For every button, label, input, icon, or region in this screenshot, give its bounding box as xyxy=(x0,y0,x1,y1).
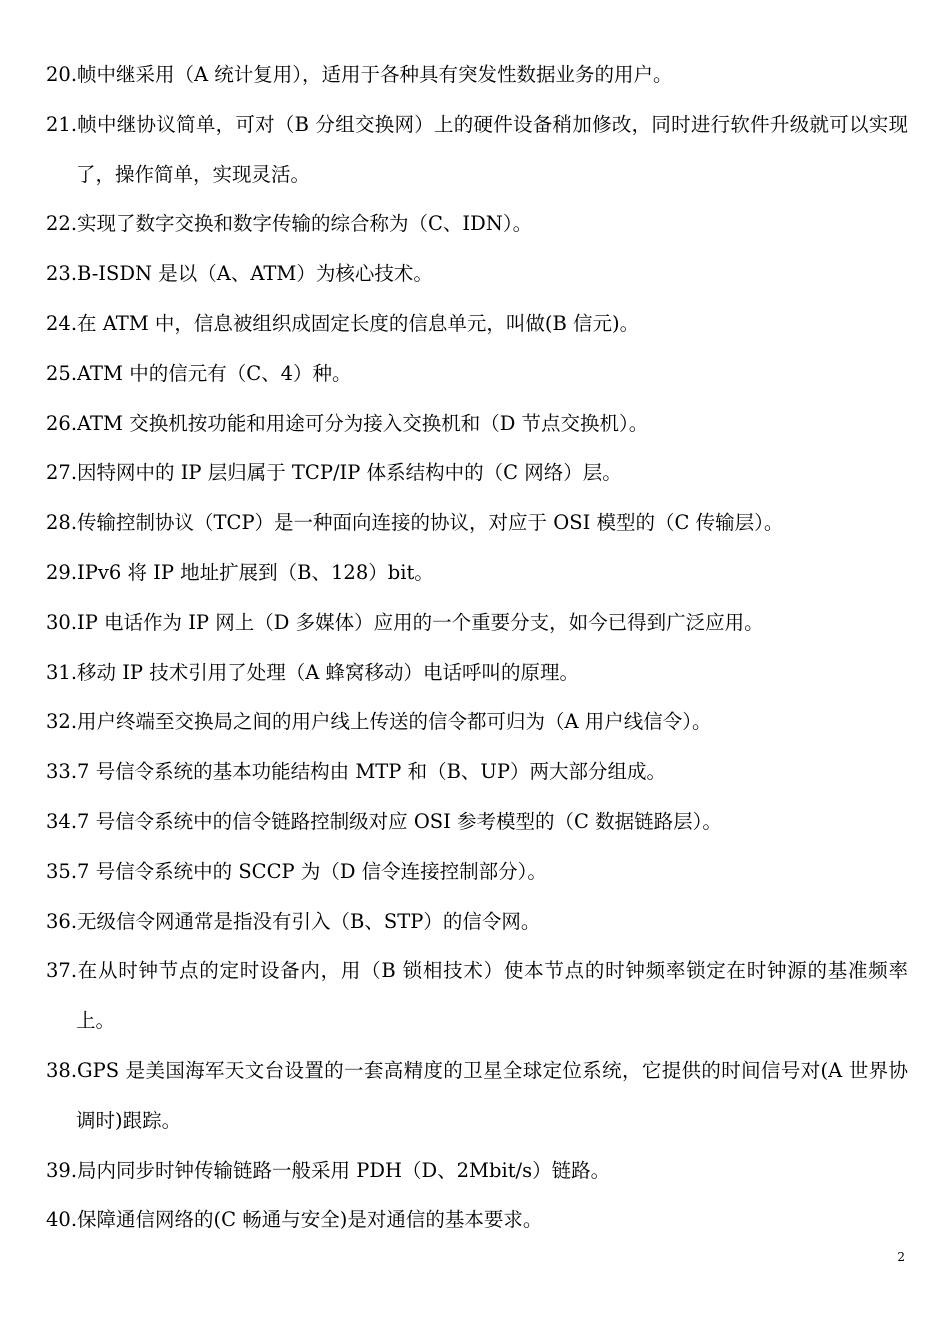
question-item-38: 38.GPS 是美国海军天文台设置的一套高精度的卫星全球定位系统，它提供的时间信号对(A 世界协调时)跟踪。 xyxy=(46,1058,908,1132)
question-item-40: 40.保障通信网络的(C 畅通与安全)是对通信的基本要求。 xyxy=(46,1208,543,1232)
question-item-29: 29.IPv6 将 IP 地址扩展到（B、128）bit。 xyxy=(46,560,434,584)
question-item-33: 33.7 号信令系统的基本功能结构由 MTP 和（B、UP）两大部分组成。 xyxy=(46,760,666,784)
question-item-20: 20.帧中继采用（A 统计复用），适用于各种具有突发性数据业务的用户。 xyxy=(46,63,673,86)
question-item-26: 26.ATM 交换机按功能和用途可分为接入交换机和（D 节点交换机）。 xyxy=(46,411,649,435)
page-number: 2 xyxy=(897,1250,905,1264)
question-item-30: 30.IP 电话作为 IP 网上（D 多媒体）应用的一个重要分支，如今已得到广泛应用。 xyxy=(46,610,764,634)
question-item-27: 27.因特网中的 IP 层归属于 TCP/IP 体系结构中的（C 网络）层。 xyxy=(46,461,622,485)
question-item-31: 31.移动 IP 技术引用了处理（A 蜂窝移动）电话呼叫的原理。 xyxy=(46,660,580,684)
question-list xyxy=(46,50,908,1245)
question-item-35: 35.7 号信令系统中的 SCCP 为（D 信令连接控制部分）。 xyxy=(46,859,547,883)
question-item-24: 24.在 ATM 中，信息被组织成固定长度的信息单元，叫做(B 信元)。 xyxy=(46,311,640,335)
question-item-39: 39.局内同步时钟传输链路一般采用 PDH（D、2Mbit/s）链路。 xyxy=(46,1158,611,1182)
question-item-34: 34.7 号信令系统中的信令链路控制级对应 OSI 参考模型的（C 数据链路层）。 xyxy=(46,809,722,833)
question-item-23: 23.B-ISDN 是以（A、ATM）为核心技术。 xyxy=(46,262,433,286)
question-item-37: 37.在从时钟节点的定时设备内，用（B 锁相技术）使本节点的时钟频率锁定在时钟源的基准频率上。 xyxy=(46,959,908,1033)
question-item-36: 36.无级信令网通常是指没有引入（B、STP）的信令网。 xyxy=(46,909,541,933)
question-item-21: 21.帧中继协议简单，可对（B 分组交换网）上的硬件设备稍加修改，同时进行软件升级就可以实现了，操作简单，实现灵活。 xyxy=(46,112,908,186)
question-item-28: 28.传输控制协议（TCP）是一种面向连接的协议，对应于 OSI 模型的（C 传输层）。 xyxy=(46,511,784,535)
question-item-32: 32.用户终端至交换局之间的用户线上传送的信令都可归为（A 用户线信令）。 xyxy=(46,710,712,734)
question-item-25: 25.ATM 中的信元有（C、4）种。 xyxy=(46,361,352,385)
question-item-22: 22.实现了数字交换和数字传输的综合称为（C、IDN）。 xyxy=(46,212,533,236)
